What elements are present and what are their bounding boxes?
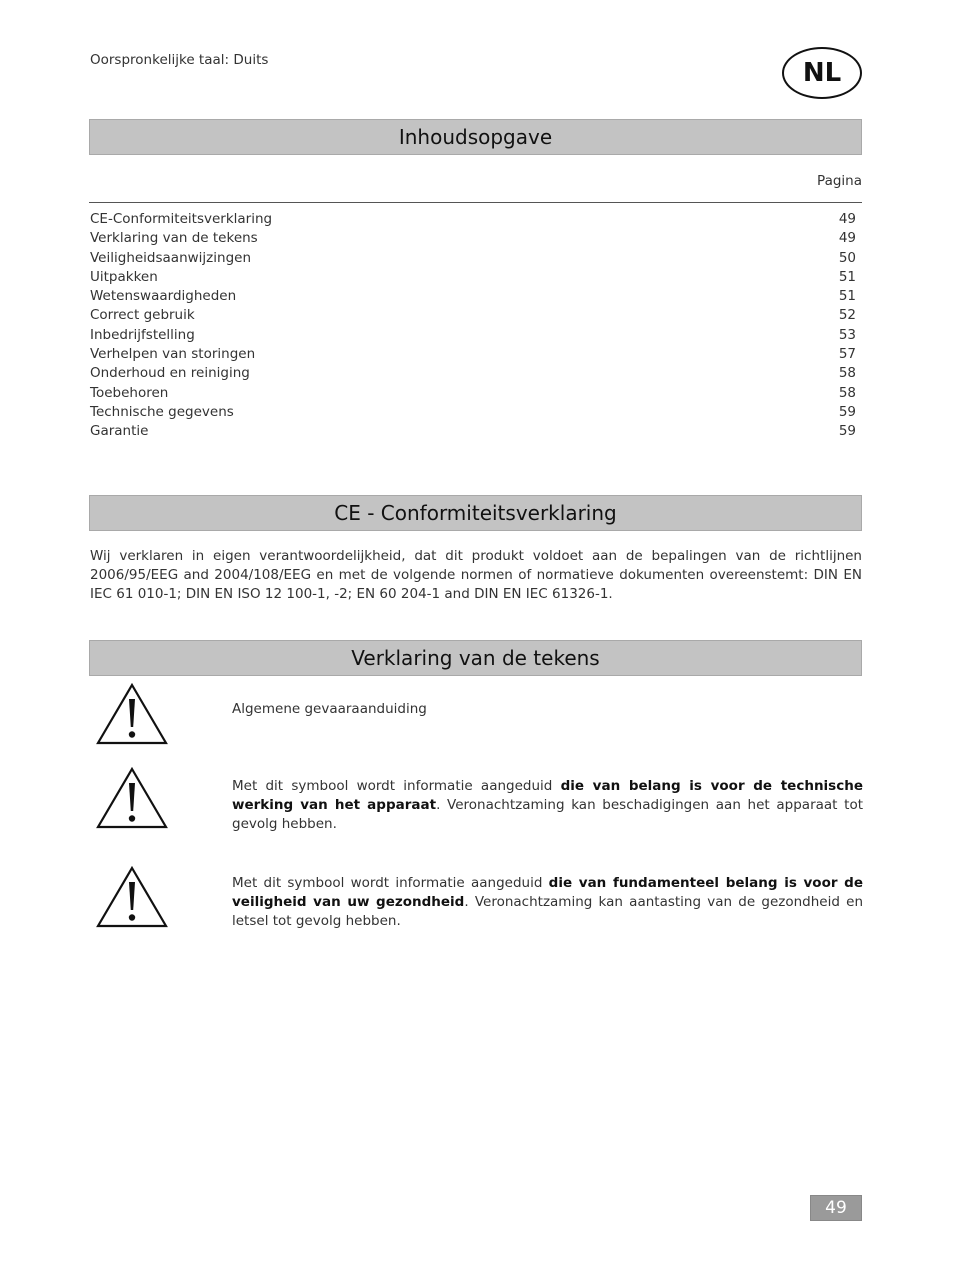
toc-list xyxy=(90,210,856,442)
toc-entry-page: 59 xyxy=(838,423,856,440)
toc-entry-label: Onderhoud en reiniging xyxy=(90,365,250,382)
language-note: Oorspronkelijke taal: Duits xyxy=(90,52,269,68)
toc-entry-page: 59 xyxy=(838,403,856,420)
toc-entry-label: Uitpakken xyxy=(90,268,158,285)
language-badge: NL xyxy=(782,47,862,99)
warning-triangle-icon xyxy=(96,767,168,829)
toc-entry-page: 58 xyxy=(838,384,856,401)
symbol-description-3: Met dit symbool wordt informatie aangeduid die van fundamenteel belang is voor de veiligheid van uw gezondheid. Veronachtzaming kan aantasting van de gezondheid en letsel tot gevolg hebben. xyxy=(232,875,863,929)
toc-entry-label: CE-Conformiteitsverklaring xyxy=(90,211,273,227)
toc-entry-page: 49 xyxy=(838,230,856,247)
toc-entry xyxy=(90,403,856,422)
toc-entry-label: Verhelpen van storingen xyxy=(90,346,256,363)
toc-entry-label: Garantie xyxy=(90,423,149,440)
toc-entry xyxy=(90,306,856,325)
toc-entry xyxy=(90,384,856,403)
toc-entry xyxy=(90,210,856,229)
toc-entry-label: Correct gebruik xyxy=(90,307,195,324)
symbol-description-1: Algemene gevaaraanduiding xyxy=(232,701,427,717)
toc-entry-label: Veiligheidsaanwijzingen xyxy=(90,249,251,266)
toc-entry-label: Inbedrijfstelling xyxy=(90,326,195,343)
toc-entry xyxy=(90,287,856,306)
toc-entry-label: Technische gegevens xyxy=(90,403,234,420)
warning-triangle-icon xyxy=(96,866,168,928)
toc-entry xyxy=(90,229,856,248)
toc-entry-page: 49 xyxy=(838,211,856,227)
toc-entry-page: 52 xyxy=(838,307,856,324)
toc-title-bar xyxy=(89,119,862,155)
toc-entry-page: 57 xyxy=(838,346,856,363)
toc-entry xyxy=(90,345,856,364)
ce-title-bar xyxy=(89,495,862,531)
toc-entry-page: 51 xyxy=(838,268,856,285)
toc-entry-label: Wetenswaardigheden xyxy=(90,288,237,305)
toc-entry-label: Verklaring van de tekens xyxy=(90,230,258,247)
toc-entry xyxy=(90,364,856,383)
toc-page-column-label: Pagina xyxy=(817,173,862,189)
toc-entry xyxy=(90,268,856,287)
symbols-title-bar xyxy=(89,640,862,676)
symbol-description-2: Met dit symbool wordt informatie aangeduid die van belang is voor de technische werking van het apparaat. Veronachtzaming kan beschadigingen aan het apparaat tot gevolg hebben. xyxy=(232,778,863,832)
symbols-title: Verklaring van de tekens xyxy=(351,646,600,670)
toc-entry xyxy=(90,422,856,441)
ce-title: CE - Conformiteitsverklaring xyxy=(334,501,617,525)
toc-entry xyxy=(90,326,856,345)
warning-triangle-icon xyxy=(96,683,168,745)
toc-entry xyxy=(90,249,856,268)
ce-declaration-text: Wij verklaren in eigen verantwoordelijkheid, dat dit produkt voldoet aan de bepalingen van de richtlijnen 2006/95/EEG and 2004/108/EEG en met de volgende normen of normatieve dokumenten overeenstemt: DIN EN IEC 61 010-1; DIN EN ISO 12 100-1, -2; EN 60 204-1 and DIN EN IEC 61326-1. xyxy=(90,548,862,602)
toc-entry-page: 53 xyxy=(838,326,856,343)
toc-entry-page: 51 xyxy=(838,288,856,305)
page-number: 49 xyxy=(810,1195,862,1221)
toc-divider xyxy=(89,202,862,203)
toc-entry-page: 58 xyxy=(838,365,856,382)
toc-entry-label: Toebehoren xyxy=(90,384,169,401)
toc-title: Inhoudsopgave xyxy=(398,125,553,149)
toc-entry-page: 50 xyxy=(838,249,856,266)
